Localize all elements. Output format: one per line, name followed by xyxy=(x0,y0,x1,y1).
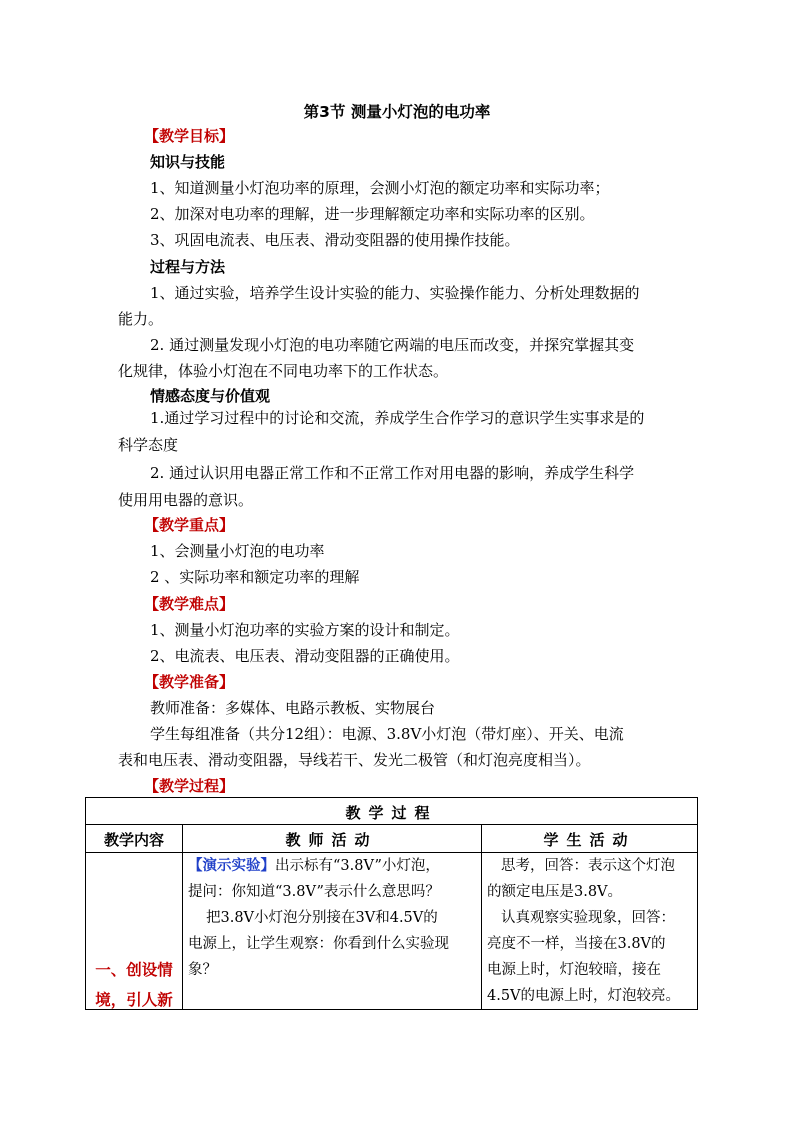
knowledge-item: 3、巩固电流表、电压表、滑动变阻器的使用操作技能。 xyxy=(150,231,520,249)
attitude-line: 1.通过学习过程中的讨论和交流，养成学生合作学习的意识学生实事求是的 xyxy=(150,409,645,427)
demo-tag: 【演示实验】 xyxy=(188,857,275,874)
attitude-line: 科学态度 xyxy=(118,436,179,454)
attitude-line: 使用用电器的意识。 xyxy=(118,491,254,509)
row-label-line: 境，引人新 xyxy=(95,991,173,1009)
objectives-heading: 【教学目标】 xyxy=(144,127,235,145)
header-content: 教学内容 xyxy=(103,831,164,849)
difficult-item: 2、电流表、电压表、滑动变阻器的正确使用。 xyxy=(150,647,460,665)
difficult-heading: 【教学难点】 xyxy=(144,595,235,613)
teacher-line: 把3.8V小灯泡分别接在3V和4.5V的 xyxy=(206,910,438,926)
student-line: 4.5V的电源上时，灯泡较亮。 xyxy=(487,988,681,1004)
table-caption-row xyxy=(86,798,697,825)
column-divider xyxy=(182,825,183,1009)
prep-line: 教师准备：多媒体、电路示教板、实物展台 xyxy=(150,699,436,717)
student-line: 的额定电压是3.8V。 xyxy=(487,884,623,900)
page-title: 第3节 测量小灯泡的电功率 xyxy=(303,103,491,121)
teacher-line: 提问：你知道“3.8V”表示什么意思吗？ xyxy=(188,884,440,900)
process-heading: 过程与方法 xyxy=(150,258,226,276)
procedure-table xyxy=(85,797,698,1010)
row-label xyxy=(86,955,182,1015)
prep-line: 学生每组准备（共分12组）：电源、3.8V小灯泡（带灯座）、开关、电流 xyxy=(150,725,624,743)
process-line: 能力。 xyxy=(118,310,164,328)
knowledge-item: 2、加深对电功率的理解，进一步理解额定功率和实际功率的区别。 xyxy=(150,205,595,223)
teacher-line: 电源上，让学生观察：你看到什么实验现 xyxy=(188,936,449,952)
teacher-line: 【演示实验】出示标有“3.8V”小灯泡， xyxy=(188,857,440,874)
student-line: 亮度不一样，当接在3.8V的 xyxy=(487,936,666,952)
row-label-line: 一、创设情 xyxy=(95,961,173,979)
attitude-line: 2. 通过认识用电器正常工作和不正常工作对用电器的影响，养成学生科学 xyxy=(150,464,635,482)
key-heading: 【教学重点】 xyxy=(144,516,235,534)
prep-heading: 【教学准备】 xyxy=(144,673,235,691)
attitude-heading: 情感态度与价值观 xyxy=(150,387,271,405)
student-line: 电源上时，灯泡较暗，接在 xyxy=(487,962,661,978)
header-student: 学生活动 xyxy=(543,831,636,849)
student-activity xyxy=(487,853,695,1009)
key-item: 1、会测量小灯泡的电功率 xyxy=(150,542,325,560)
student-line: 思考，回答：表示这个灯泡 xyxy=(501,858,675,874)
process-line: 1、通过实验，培养学生设计实验的能力、实验操作能力、分析处理数据的 xyxy=(150,284,640,302)
prep-line: 表和电压表、滑动变阻器，导线若干、发光二极管（和灯泡亮度相当）。 xyxy=(118,751,591,769)
column-divider xyxy=(481,825,482,1009)
teacher-activity xyxy=(188,853,478,983)
process-line: 2. 通过测量发现小灯泡的电功率随它两端的电压而改变，并探究掌握其变 xyxy=(150,336,635,354)
knowledge-heading: 知识与技能 xyxy=(150,153,226,171)
table-header-row xyxy=(86,825,697,853)
process-line: 化规律，体验小灯泡在不同电功率下的工作状态。 xyxy=(118,362,449,380)
procedure-heading: 【教学过程】 xyxy=(144,777,235,795)
header-teacher: 教师活动 xyxy=(285,831,378,849)
knowledge-item: 1、知道测量小灯泡功率的原理，会测小灯泡的额定功率和实际功率； xyxy=(150,179,610,197)
key-item: 2 、实际功率和额定功率的理解 xyxy=(150,568,360,586)
table-caption: 教学过程 xyxy=(345,804,438,822)
teacher-line: 象？ xyxy=(188,962,217,978)
difficult-item: 1、测量小灯泡功率的实验方案的设计和制定。 xyxy=(150,621,460,639)
student-line: 认真观察实验现象，回答： xyxy=(501,910,675,926)
